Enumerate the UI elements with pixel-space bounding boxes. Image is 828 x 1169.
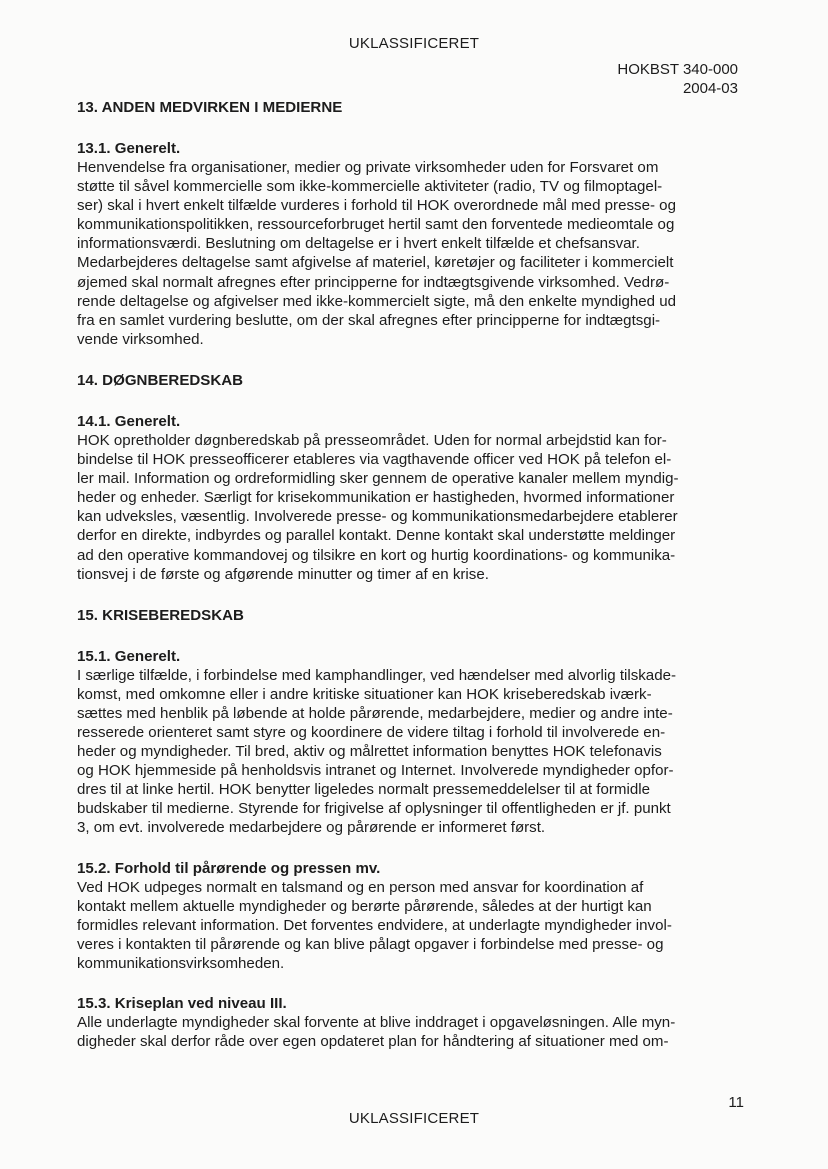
body-text-line: Ved HOK udpeges normalt en talsmand og en person med ansvar for koordination af — [77, 878, 644, 896]
body-text-line: tionsvej i de første og afgørende minutter og timer af en krise. — [77, 565, 489, 583]
subsection — [77, 859, 742, 973]
body-text-line: Henvendelse fra organisationer, medier og private virksomheder uden for Forsvaret om — [77, 159, 659, 176]
document-reference — [617, 60, 738, 98]
subsection-heading: 13.1. Generelt. — [77, 140, 181, 157]
section-heading: 14. DØGNBEREDSKAB — [77, 371, 244, 389]
section-heading: 15. KRISEBEREDSKAB — [77, 606, 244, 624]
body-text-line: vende virksomhed. — [77, 330, 204, 348]
body-text-line: støtte til såvel kommercielle som ikke-kommercielle aktiviteter (radio, TV og filmoptagel- — [77, 178, 663, 196]
document-body — [77, 98, 742, 1073]
body-text-line: veres i kontakten til pårørende og kan blive pålagt opgaver i forbindelse med presse- og — [77, 935, 664, 953]
body-text-line: I særlige tilfælde, i forbindelse med kamphandlinger, ved hændelser med alvorlig tilskade- — [77, 666, 677, 684]
body-text-line: sættes med henblik på løbende at holde pårørende, medarbejdere, medier og andre inte- — [77, 704, 673, 722]
body-text-line: 3, om evt. involverede medarbejdere og pårørende er informeret først. — [77, 819, 546, 837]
subsection — [77, 139, 742, 349]
body-text-line: ad den operative kommandovej og tilsikre en kort og hurtig koordinations- og kommunika- — [77, 546, 676, 564]
body-text-line: kommunikationspolitikken, ressourceforbruget hertil samt den forventede medieomtale og — [77, 216, 675, 234]
body-text-line: og HOK hjemmeside på henholdsvis intranet og Internet. Involverede myndigheder opfor- — [77, 762, 674, 780]
subsection-heading: 15.1. Generelt. — [77, 647, 181, 665]
body-text-line: digheder skal derfor råde over egen opdateret plan for håndtering af situationer med om- — [77, 1033, 669, 1051]
subsection-heading: 14.1. Generelt. — [77, 412, 181, 430]
section — [77, 98, 742, 349]
body-text-line: budskaber til medierne. Styrende for frigivelse af oplysninger til offentligheden er jf. punkt — [77, 800, 671, 818]
subsection-heading: 15.3. Kriseplan ved niveau III. — [77, 995, 287, 1012]
classification-header: UKLASSIFICERET — [348, 35, 480, 52]
body-text-line: kommunikationsvirksomheden. — [77, 954, 285, 972]
body-text-line: heder og myndigheder. Til bred, aktiv og målrettet information benyttes HOK telefonavis — [77, 743, 662, 761]
body-text-line: resserede orienteret samt styre og koordinere de videre tiltag i forhold til involverede en- — [77, 723, 666, 741]
subsection — [77, 412, 742, 584]
body-text-line: Medarbejderes deltagelse samt afgivelse af materiel, køretøjer og faciliteter i kommercielt — [77, 254, 674, 272]
body-text-line: ser) skal i hvert enkelt tilfælde vurderes i forhold til HOK overordnede mål med presse- og — [77, 197, 676, 215]
body-text-line: informationsværdi. Beslutning om deltagelse er i hvert enkelt tilfælde et chefsansvar. — [77, 235, 640, 253]
body-text-line: bindelse til HOK presseofficerer etableres via vagthavende officer ved HOK på telefon el- — [77, 451, 672, 469]
page-number: 11 — [728, 1094, 744, 1111]
document-id: HOKBST 340-000 — [617, 61, 738, 78]
document-date: 2004-03 — [682, 80, 738, 97]
body-text-line: Alle underlagte myndigheder skal forvente at blive inddraget i opgaveløsningen. Alle myn- — [77, 1014, 676, 1031]
body-text-line: heder og enheder. Særligt for krisekommunikation er hastigheden, hvormed informationer — [77, 489, 675, 507]
body-text-line: komst, med omkomne eller i andre kritiske situationer kan HOK kriseberedskab iværk- — [77, 685, 652, 703]
section — [77, 371, 742, 584]
body-text-line: kan udveksles, væsentlig. Involverede presse- og kommunikationsmedarbejdere etablerer — [77, 508, 678, 526]
body-text-line: fra en samlet vurdering beslutte, om der skal afregnes efter principperne for indtægtsgi- — [77, 311, 661, 329]
subsection — [77, 994, 742, 1051]
body-text-line: rende deltagelse og afgivelser med ikke-kommercielt sigte, må den enkelte myndighed ud — [77, 292, 677, 310]
section — [77, 606, 742, 1052]
body-text-line: kontakt mellem aktuelle myndigheder og berørte pårørende, således at der hurtigt kan — [77, 897, 652, 915]
body-text-line: øjemed skal normalt afregnes efter principperne for indtægtsgivende virksomhed. Vedrø- — [77, 273, 670, 291]
classification-footer: UKLASSIFICERET — [348, 1110, 480, 1127]
body-text-line: ler mail. Information og ordreformidling sker gennem de operative kanaler mellem myndig- — [77, 470, 679, 488]
body-text-line: HOK opretholder døgnberedskab på presseområdet. Uden for normal arbejdstid kan for- — [77, 431, 667, 449]
body-text-line: formidles relevant information. Det forventes endvidere, at underlagte myndigheder invol- — [77, 916, 672, 934]
body-text-line: dres til at linke hertil. HOK benytter ligeledes normalt pressemeddelelser til at formidle — [77, 781, 650, 799]
subsection-heading: 15.2. Forhold til pårørende og pressen mv. — [77, 859, 381, 877]
section-heading: 13. ANDEN MEDVIRKEN I MEDIERNE — [77, 99, 343, 116]
subsection — [77, 647, 742, 838]
body-text-line: derfor en direkte, indbyrdes og parallel kontakt. Denne kontakt skal understøtte meldinger — [77, 527, 676, 545]
